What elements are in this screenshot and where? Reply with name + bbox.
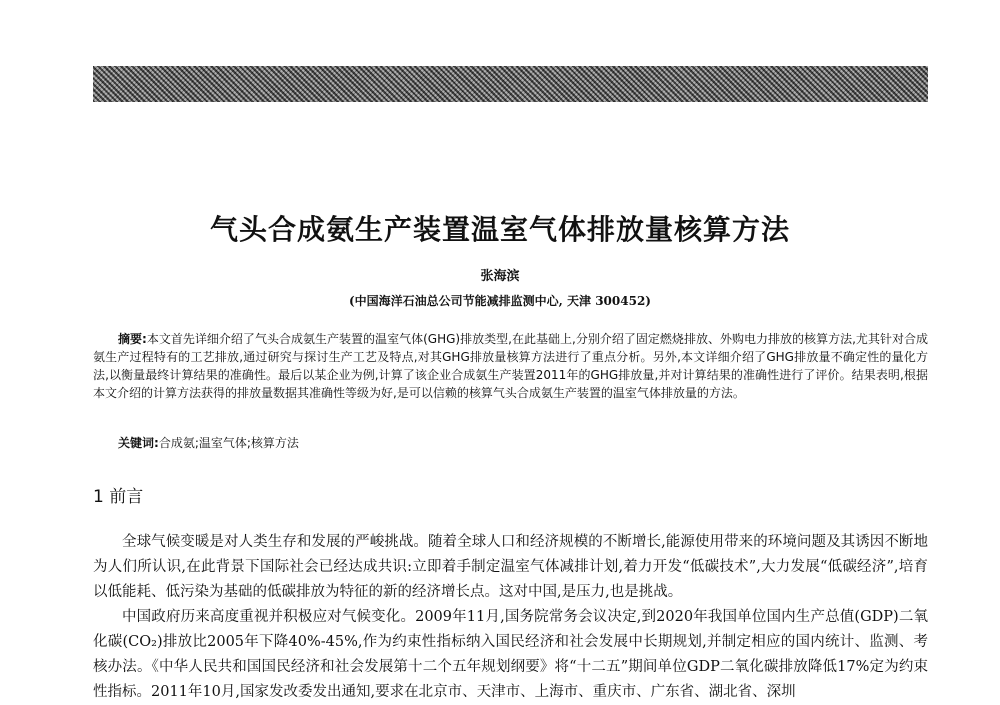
keywords <box>118 434 299 452</box>
body-paragraph: 全球气候变暖是对人类生存和发展的严峻挑战。随着全球人口和经济规模的不断增长,能源使用带来的环境问题及其诱因不断地为人们所认识,在此背景下国际社会已经达成共识:立即着手制定温室气体减排计划,着力开发“低碳技术”,大力发展“低碳经济”,培育以低能耗、低污染为基础的低碳排放为特征的新的经济增长点。这对中国,是压力,也是挑战。 <box>93 534 928 600</box>
body-paragraph: 中国政府历来高度重视并积极应对气候变化。2009年11月,国务院常务会议决定,到2020年我国单位国内生产总值(GDP)二氧化碳(CO₂)排放比2005年下降40%-45%,作为约束性指标纳入国民经济和社会发展中长期规划,并制定相应的国内统计、监测、考核办法。《中华人民共和国国民经济和社会发展第十二个五年规划纲要》将“十二五”期间单位GDP二氧化碳排放降低17%定为约束性指标。2011年10月,国家发改委发出通知,要求在北京市、天津市、上海市、重庆市、广东省、湖北省、深圳 <box>93 609 928 700</box>
keywords-text: 合成氨;温室气体;核算方法 <box>158 436 299 450</box>
keywords-label: 关键词: <box>118 436 159 450</box>
abstract-label: 摘要: <box>118 332 147 346</box>
abstract-text: 本文首先详细介绍了气头合成氨生产装置的温室气体(GHG)排放类型,在此基础上,分别介绍了固定燃烧排放、外购电力排放的核算方法,尤其针对合成氨生产过程特有的工艺排放,通过研究与探讨生产工艺及特点,对其GHG排放量核算方法进行了重点分析。另外,本文详细介绍了GHG排放量不确定性的量化方法,以衡量最终计算结果的准确性。最后以某企业为例,计算了该企业合成氨生产装置2011年的GHG排放量,并对计算结果的准确性进行了评价。结果表明,根据本文介绍的计算方法获得的排放量数据其准确性等级为好,是可以信赖的核算气头合成氨生产装置的温室气体排放量的方法。 <box>93 332 928 400</box>
paper-title: 气头合成氨生产装置温室气体排放量核算方法 <box>209 213 790 246</box>
author-affiliation: (中国海洋石油总公司节能减排监测中心, 天津 300452) <box>349 294 651 308</box>
section-body <box>93 530 928 705</box>
author-name: 张海滨 <box>480 269 520 284</box>
header-band <box>93 66 928 102</box>
abstract <box>93 330 928 402</box>
section-heading: 1 前言 <box>93 487 144 507</box>
